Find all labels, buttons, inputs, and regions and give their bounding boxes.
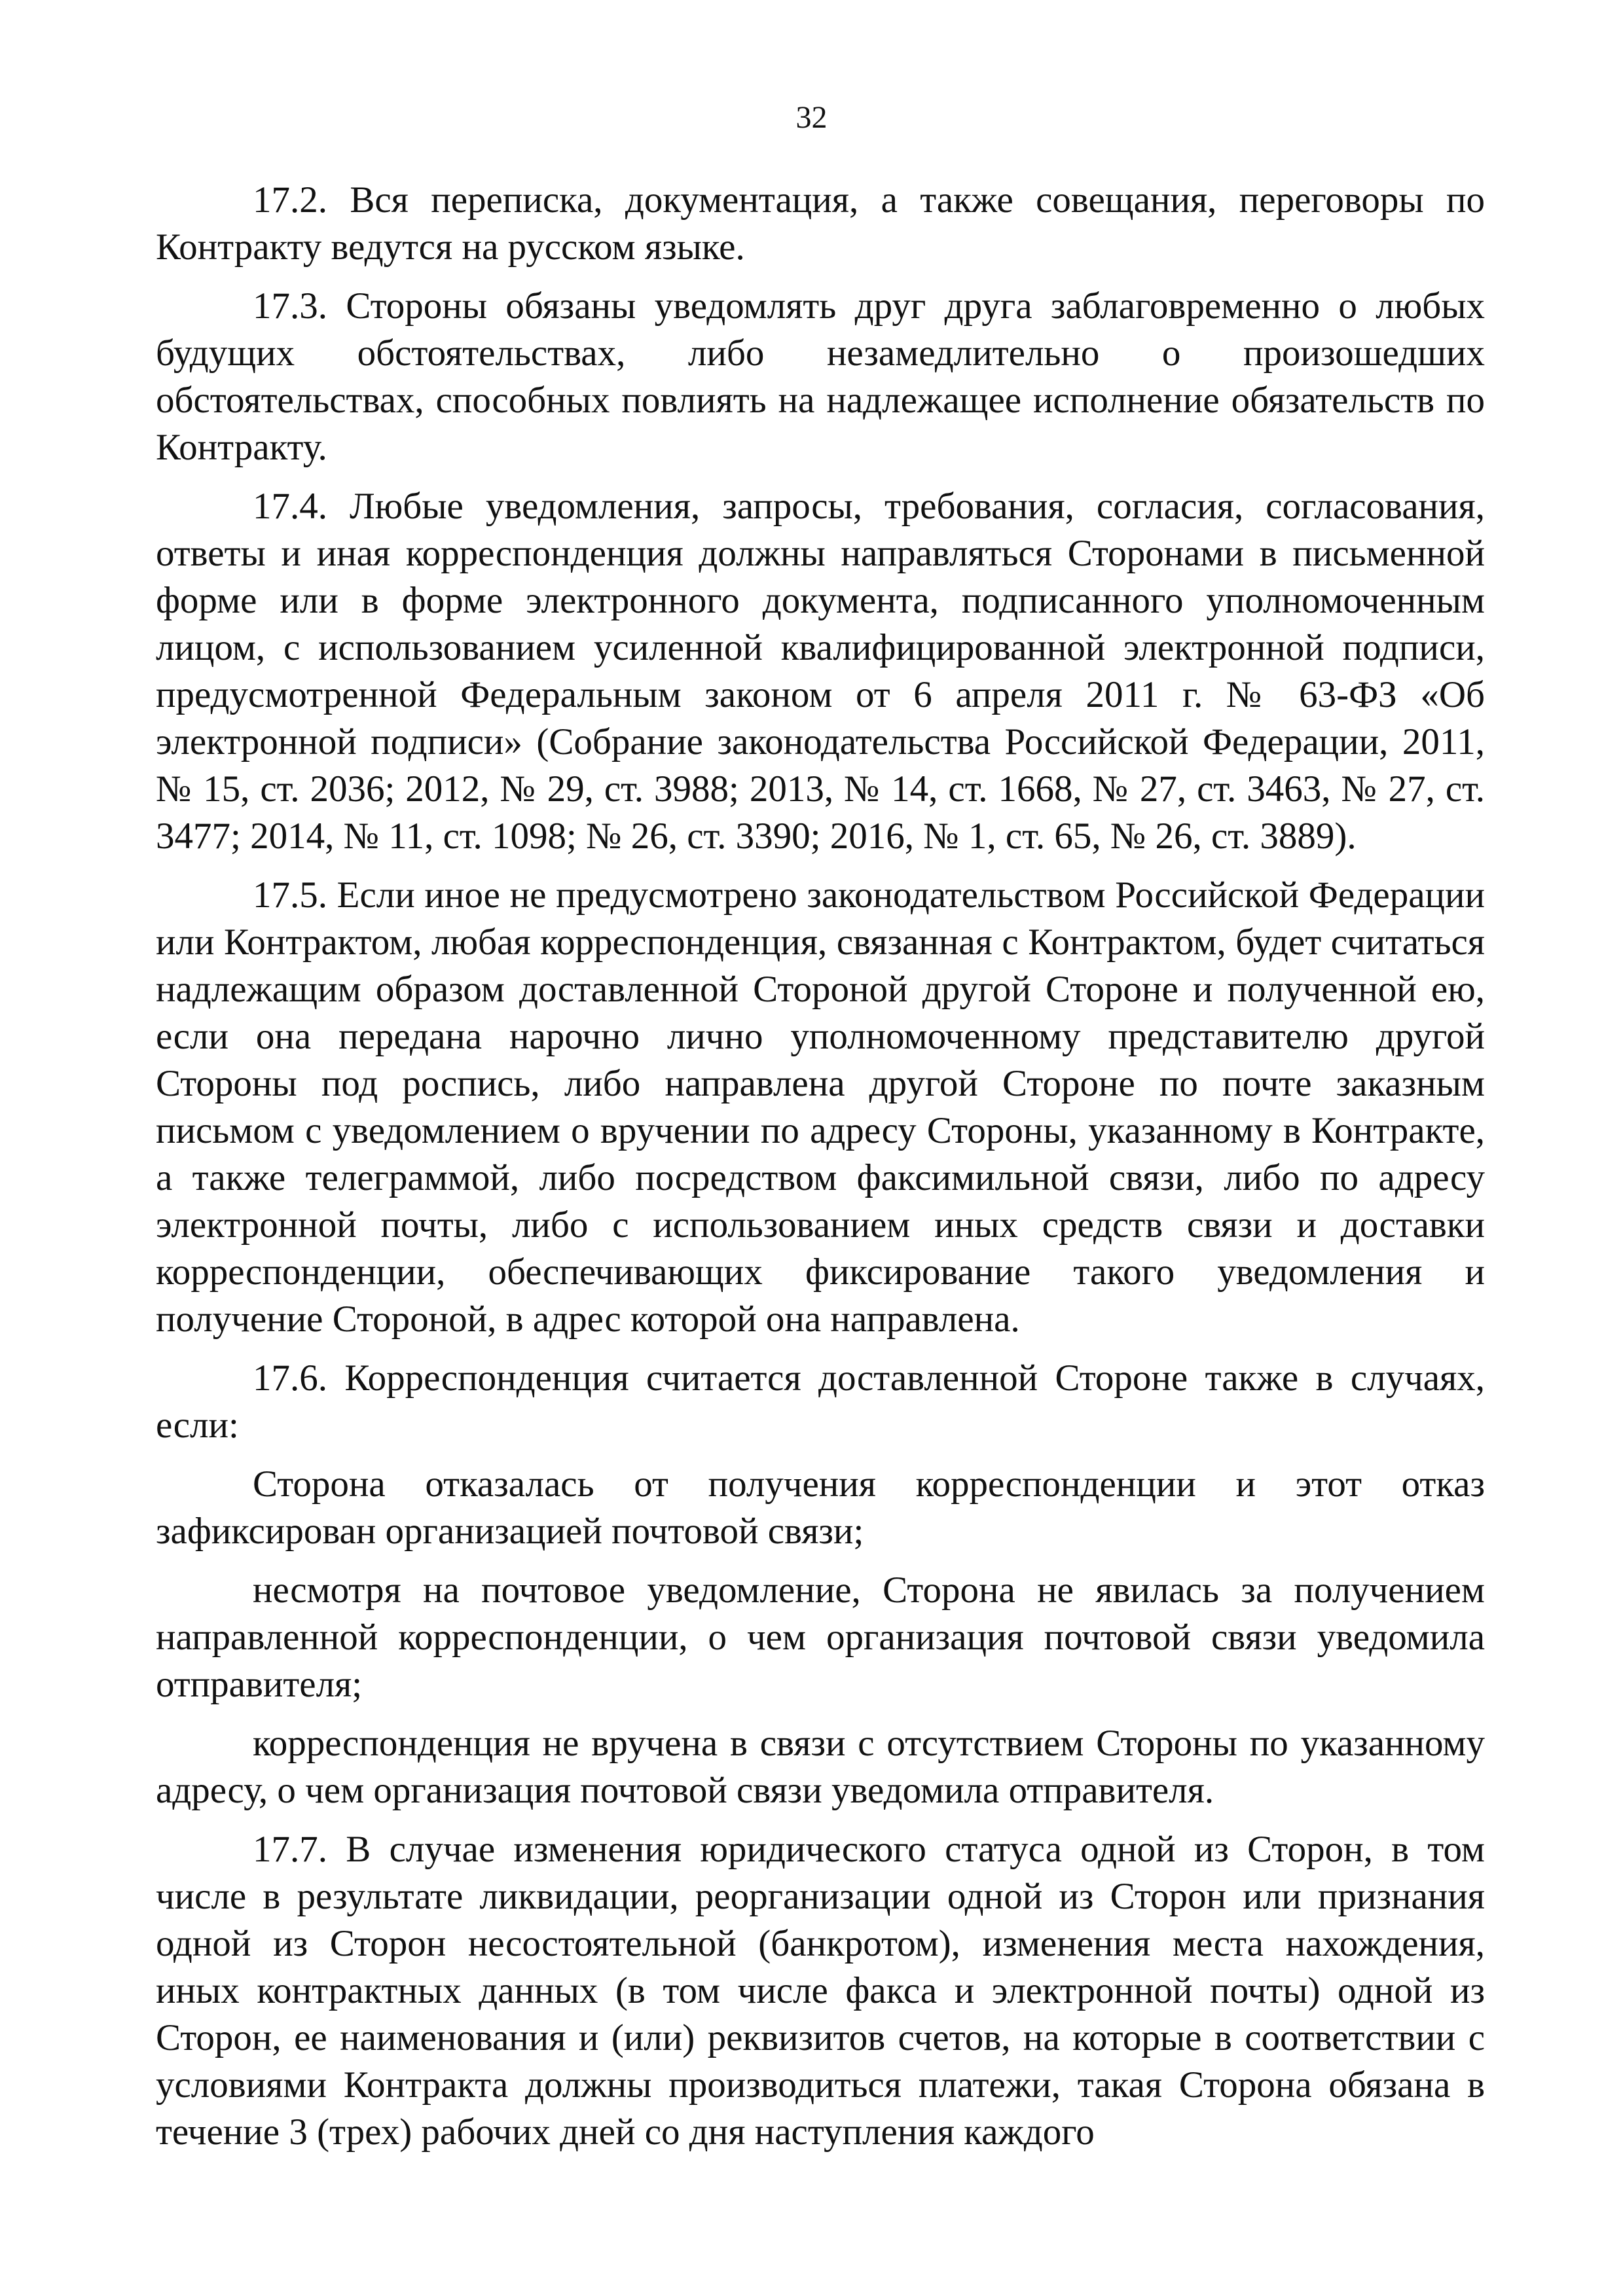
paragraph-17-3: 17.3. Стороны обязаны уведомлять друг друга заблаговременно о любых будущих обстоятельствах, либо незамедлительно о произошедших обстоятельствах, способных повлиять на надлежащее исполнение обязательств по Контракту. (156, 285, 1485, 468)
document-body (156, 177, 1485, 2156)
paragraph-17-7: 17.7. В случае изменения юридического статуса одной из Сторон, в том числе в результате ликвидации, реорганизации одной из Сторон или признания одной из Сторон несостоятельной (банкротом), изменения места нахождения, иных контрактных данных (в том числе факса и электронной почты) одной из Сторон, ее наименования и (или) реквизитов счетов, на которые в соответствии с условиями Контракта должны производиться платежи, такая Сторона обязана в течение 3 (трех) рабочих дней со дня наступления каждого (156, 1829, 1485, 2153)
paragraph-17-5: 17.5. Если иное не предусмотрено законодательством Российской Федерации или Контрактом, любая корреспонденция, связанная с Контрактом, будет считаться надлежащим образом доставленной Стороной другой Стороне и полученной ею, если она передана нарочно лично уполномоченному представителю другой Стороны под роспись, либо направлена другой Стороне по почте заказным письмом с уведомлением о вручении по адресу Стороны, указанному в Контракте, а также телеграммой, либо посредством факсимильной связи, либо по адресу электронной почты, либо с использованием иных средств связи и доставки корреспонденции, обеспечивающих фиксирование такого уведомления и получение Стороной, в адрес которой она направлена. (156, 874, 1485, 1340)
paragraph-17-6: 17.6. Корреспонденция считается доставленной Стороне также в случаях, если: (156, 1357, 1485, 1446)
paragraph-17-6-case-1: Сторона отказалась от получения корреспонденции и этот отказ зафиксирован организацией почтовой связи; (156, 1463, 1485, 1552)
paragraph-17-6-case-2: несмотря на почтовое уведомление, Сторона не явилась за получением направленной корреспонденции, о чем организация почтовой связи уведомила отправителя; (156, 1570, 1485, 1705)
paragraph-17-4: 17.4. Любые уведомления, запросы, требования, согласия, согласования, ответы и иная корреспонденция должны направляться Сторонами в письменной форме или в форме электронного документа, подписанного уполномоченным лицом, с использованием усиленной квалифицированной электронной подписи, предусмотренной Федеральным законом от 6 апреля 2011 г. № 63-ФЗ «Об электронной подписи» (Собрание законодательства Российской Федерации, 2011, № 15, ст. 2036; 2012, № 29, ст. 3988; 2013, № 14, ст. 1668, № 27, ст. 3463, № 27, ст. 3477; 2014, № 11, ст. 1098; № 26, ст. 3390; 2016, № 1, ст. 65, № 26, ст. 3889). (156, 486, 1485, 857)
paragraph-17-2: 17.2. Вся переписка, документация, а также совещания, переговоры по Контракту ведутся на русском языке. (156, 179, 1485, 268)
page-number: 32 (795, 100, 828, 135)
paragraph-17-6-case-3: корреспонденция не вручена в связи с отсутствием Стороны по указанному адресу, о чем организация почтовой связи уведомила отправителя. (156, 1723, 1485, 1811)
